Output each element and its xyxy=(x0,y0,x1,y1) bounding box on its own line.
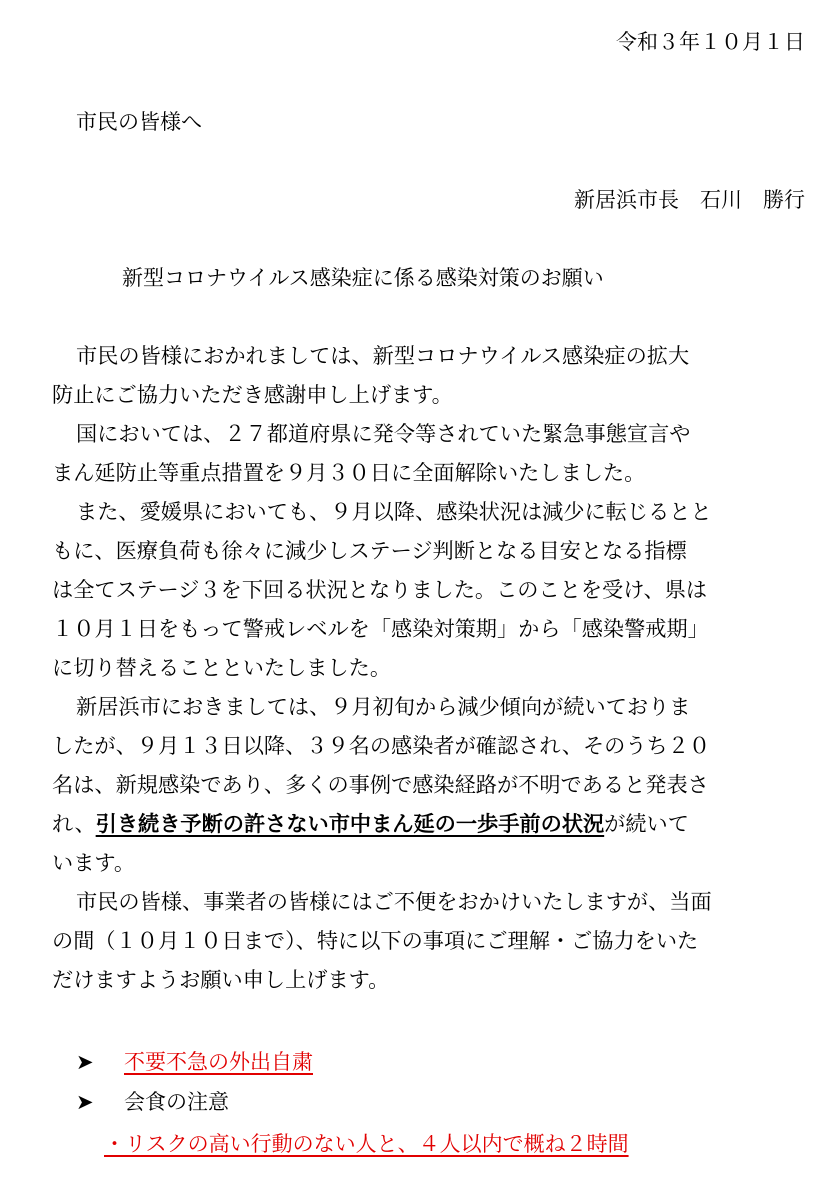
paragraph-4-line-4 xyxy=(52,810,839,838)
paragraph-4-line-3: 名は、新規感染であり、多くの事例で感染経路が不明であると発表さ xyxy=(52,772,709,797)
bullet-item-1-label: 不要不急の外出自粛 xyxy=(124,1050,313,1074)
salutation: 市民の皆様へ xyxy=(76,110,202,134)
paragraph-3-line-5: に切り替えることといたしました。 xyxy=(52,655,392,680)
sub-item-risk: ・リスクの高い行動のない人と、４人以内で概ね２時間 xyxy=(104,1132,629,1156)
paragraph-4-line-1: 新居浜市におきましては、９月初旬から減少傾向が続いておりま xyxy=(76,694,691,719)
paragraph-1-line-1: 市民の皆様におかれましては、新型コロナウイルス感染症の拡大 xyxy=(76,343,690,368)
document-title: 新型コロナウイルス感染症に係る感染対策のお願い xyxy=(122,266,604,290)
bullet-item-2 xyxy=(76,1088,839,1116)
paragraph-4-line-5: います。 xyxy=(52,850,136,875)
emphasis-warning: 引き続き予断の許さない市中まん延の一歩手前の状況 xyxy=(95,811,605,836)
paragraph-2-line-1: 国においては、２７都道府県に発令等されていた緊急事態宣言や xyxy=(76,421,691,446)
paragraph-4-line-4-post: が続いて xyxy=(604,811,689,836)
paragraph-3-line-1: また、愛媛県においても、９月以降、感染状況は減少に転じるとと xyxy=(76,499,712,524)
arrow-bullet-icon: ➤ xyxy=(76,1050,94,1074)
paragraph-4-line-2: したが、９月１３日以降、３９名の感染者が確認され、そのうち２０ xyxy=(52,733,711,758)
date: 令和３年１０月１日 xyxy=(616,30,805,54)
paragraph-2-line-2: まん延防止等重点措置を９月３０日に全面解除いたしました。 xyxy=(52,460,646,485)
paragraph-5-line-3: だけますようお願い申し上げます。 xyxy=(52,967,390,992)
paragraph-3-line-4: １０月１日をもって警戒レベルを「感染対策期」から「感染警戒期」 xyxy=(52,616,709,641)
bullet-item-1 xyxy=(76,1048,839,1076)
paragraph-4-line-4-pre: れ、 xyxy=(52,811,96,836)
paragraph-5-line-1: 市民の皆様、事業者の皆様にはご不便をおかけいたしますが、当面 xyxy=(76,889,712,914)
paragraph-3-line-2: もに、医療負荷も徐々に減少しステージ判断となる目安となる指標 xyxy=(52,538,687,563)
arrow-bullet-icon: ➤ xyxy=(76,1090,94,1114)
paragraph-1-line-2: 防止にご協力いただき感謝申し上げます。 xyxy=(52,382,453,407)
paragraph-3-line-3: は全てステージ３を下回る状況となりました。このことを受け、県は xyxy=(52,577,708,602)
paragraph-5-line-2: の間（１０月１０日まで）、特に以下の事項にご理解・ご協力をいた xyxy=(52,928,699,953)
sender: 新居浜市長 石川 勝行 xyxy=(574,188,805,212)
bullet-item-2-label: 会食の注意 xyxy=(124,1090,229,1114)
